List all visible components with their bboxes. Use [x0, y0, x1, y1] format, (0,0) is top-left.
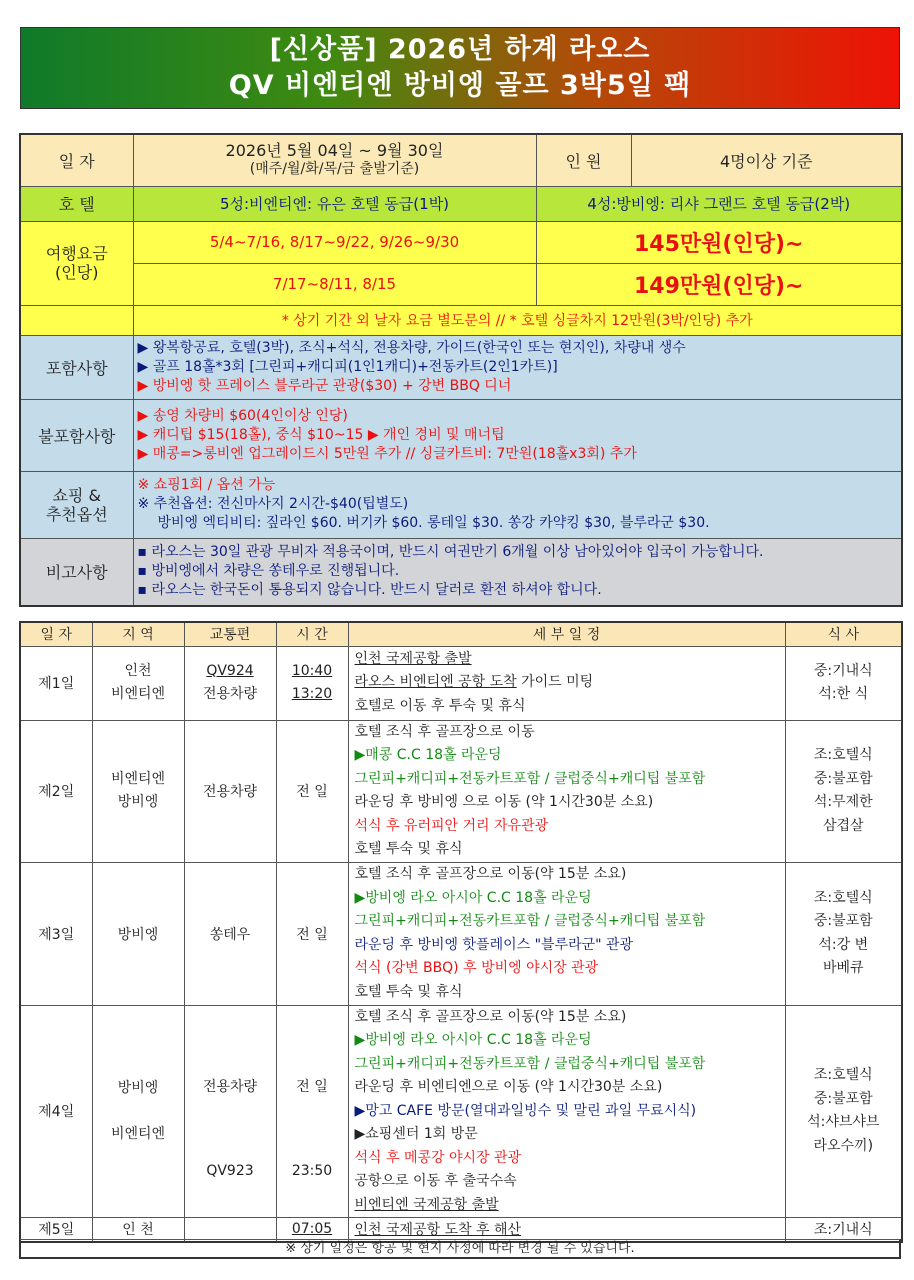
- pax-value: 4명이상 기준: [631, 134, 902, 186]
- included-list: [133, 335, 902, 399]
- detail-line: 석식 (강변 BBQ) 후 방비엥 야시장 관광: [354, 960, 599, 976]
- transport-cell: [184, 1218, 276, 1242]
- price-note: * 상기 기간 외 날자 요금 별도문의 // * 호텔 싱글차지 12만원(3박/인당) 추가: [133, 305, 902, 335]
- included-label: 포함사항: [20, 335, 133, 399]
- hotel-vientiane: 5성:비엔티엔: 유은 호텔 동급(1박): [133, 186, 536, 221]
- detail-line: 그린피+캐디피+전동카트포함 / 클럽중식+캐디팁 불포함: [354, 913, 706, 929]
- detail-line: 라운딩 후 방비엥 으로 이동 (약 1시간30분 소요): [354, 794, 654, 810]
- transport-text: 전용차량: [202, 686, 258, 702]
- region-cell: 인 천: [92, 1218, 184, 1242]
- region-cell: [92, 1005, 184, 1218]
- included-item: ▶ 왕복항공료, 호텔(3박), 조식+석식, 전용차량, 가이드(한국인 또는 현지인), 차량내 생수: [137, 339, 686, 356]
- hotel-vangvieng: 4성:방비엥: 리샤 그랜드 호텔 동급(2박): [536, 186, 902, 221]
- included-item: ▶ 방비엥 핫 프레이스 블루라군 관광($30) + 강변 BBQ 디너: [137, 377, 512, 394]
- price-amount-2: 149만원(인당)~: [536, 263, 902, 305]
- meal-text: 석:무제한: [813, 794, 873, 810]
- excluded-list: [133, 399, 902, 471]
- remark-item: ▪ 방비엥에서 차량은 쏭테우로 진행됩니다.: [137, 563, 400, 580]
- transport-cell: 전용차량: [184, 720, 276, 862]
- header-region: 지 역: [92, 622, 184, 646]
- meals-cell: [785, 646, 902, 720]
- shopping-list: [133, 471, 902, 538]
- region-text: 방비엥: [117, 1080, 159, 1097]
- detail-line: 라운딩 후 방비엥 핫플레이스 "블루라군" 관광: [354, 936, 634, 953]
- time-cell: [276, 646, 348, 720]
- shopping-item: 방비엥 엑티비티: 짚라인 $60. 버기카 $60. 롱테일 $30. 쏭강 카약킹 $30, 블루라군 $30.: [157, 515, 710, 531]
- price-amount-1: 145만원(인당)~: [536, 221, 902, 263]
- detail-line: 라운딩 후 비엔티엔으로 이동 (약 1시간30분 소요): [354, 1079, 663, 1095]
- itinerary-table: [19, 621, 903, 1243]
- meal-text: 조:호텔식: [813, 1067, 873, 1084]
- detail-line: 호텔 투숙 및 휴식: [354, 983, 463, 1000]
- region-text: 비엔티엔: [110, 686, 166, 702]
- header-day: 일 자: [20, 622, 92, 646]
- hotel-label: 호 텔: [20, 186, 133, 221]
- meals-cell: 조:기내식: [785, 1218, 902, 1242]
- remarks-label: 비고사항: [20, 538, 133, 606]
- meals-cell: [785, 1005, 902, 1218]
- details-cell: 인천 국제공항 도착 후 해산: [348, 1218, 785, 1242]
- detail-line: 호텔 조식 후 골프장으로 이동(약 15분 소요): [354, 1008, 627, 1025]
- meal-text: 석:한 식: [818, 686, 869, 702]
- details-cell: [348, 862, 785, 1005]
- details-cell: [348, 720, 785, 862]
- time-cell: 전 일: [276, 862, 348, 1005]
- header-transport: 교통편: [184, 622, 276, 646]
- detail-line: 호텔 조식 후 골프장으로 이동(약 15분 소요): [354, 866, 627, 882]
- day-cell: 제2일: [20, 720, 92, 862]
- detail-line: 공항으로 이동 후 출국수속: [354, 1173, 517, 1189]
- trip-info-table: [19, 133, 903, 607]
- region-text: 비엔티엔: [110, 770, 166, 787]
- meal-text: 바베큐: [822, 960, 864, 976]
- detail-line: 인천 국제공항 출발: [354, 650, 472, 667]
- time-cell: [276, 1005, 348, 1218]
- price-label: [20, 221, 133, 305]
- itinerary-row-day3: [20, 862, 902, 1005]
- region-text: 비엔티엔: [110, 1126, 166, 1143]
- shopping-item: ※ 쇼핑1회 / 옵션 가능: [137, 477, 276, 493]
- region-cell: [92, 646, 184, 720]
- itinerary-row-day2: [20, 720, 902, 862]
- time-cell: 07:05: [276, 1218, 348, 1242]
- transport-cell: 쏭테우: [184, 862, 276, 1005]
- detail-line: 비엔티엔 국제공항 출발: [354, 1196, 499, 1213]
- detail-line: 석식 후 메콩강 야시장 관광: [354, 1149, 522, 1166]
- transport-text: 전용차량: [202, 1078, 258, 1095]
- excluded-item: ▶ 송영 차량비 $60(4인이상 인당): [137, 407, 348, 424]
- remark-item: ▪ 라오스는 30일 관광 무비자 적용국이며, 반드시 여권만기 6개월 이상 남아있어야 입국이 가능합니다.: [137, 544, 764, 561]
- detail-line: 라오스 비엔티엔 공항 도착: [354, 674, 517, 691]
- shopping-label-line2: 추천옵션: [45, 504, 108, 524]
- region-text: 방비엥: [117, 794, 159, 810]
- price-period-2: 7/17~8/11, 8/15: [133, 263, 536, 305]
- transport-text: QV924: [206, 662, 254, 679]
- header-details: 세 부 일 정: [348, 622, 785, 646]
- excluded-item: ▶ 매콩=>롱비엔 업그레이드시 5만원 추가 // 싱글카트비: 7만원(18홀x3회) 추가: [137, 445, 637, 462]
- meal-text: 라오수끼): [813, 1137, 874, 1154]
- itinerary-row-day4: [20, 1005, 902, 1218]
- detail-line: 호텔 투숙 및 휴식: [354, 841, 463, 857]
- time-text: 10:40: [291, 662, 333, 679]
- time-text: 전 일: [296, 1078, 328, 1095]
- meals-cell: [785, 862, 902, 1005]
- date-range-line2: (매주/월/화/목/금 출발기준): [249, 161, 420, 178]
- day-cell: 제3일: [20, 862, 92, 1005]
- day-cell: 제4일: [20, 1005, 92, 1218]
- included-item: ▶ 골프 18홀*3회 [그린피+캐디피(1인1캐디)+전동카트(2인1카트)]: [137, 358, 558, 375]
- details-cell: [348, 1005, 785, 1218]
- time-text: 23:50: [291, 1163, 333, 1179]
- day-cell: 제5일: [20, 1218, 92, 1242]
- detail-line: ▶망고 CAFE 방문(열대과일빙수 및 말린 과일 무료시식): [354, 1102, 697, 1119]
- banner-title-line1: [신상품] 2026년 하계 라오스: [269, 34, 651, 65]
- date-label: 일 자: [20, 134, 133, 186]
- meals-cell: [785, 720, 902, 862]
- day-cell: 제1일: [20, 646, 92, 720]
- shopping-label-line1: 쇼핑 &: [52, 485, 101, 505]
- region-cell: 방비엥: [92, 862, 184, 1005]
- pax-label: 인 원: [536, 134, 631, 186]
- transport-text: QV923: [206, 1163, 254, 1179]
- remark-item: ▪ 라오스는 한국돈이 통용되지 않습니다. 반드시 달러로 환전 하셔야 합니다.: [137, 582, 602, 599]
- price-label-line2: (인당): [55, 263, 99, 282]
- itinerary-row-day5: [20, 1218, 902, 1242]
- meal-text: 석:강 변: [818, 936, 869, 953]
- detail-line: ▶쇼핑센터 1회 방문: [354, 1126, 478, 1142]
- meal-text: 석:샤브샤브: [807, 1114, 880, 1131]
- detail-line: 그린피+캐디피+전동카트포함 / 클럽중식+캐디팁 불포함: [354, 1055, 706, 1072]
- meal-text: 중:불포함: [813, 770, 873, 787]
- excluded-label: 불포함사항: [20, 399, 133, 471]
- meal-text: 조:호텔식: [813, 889, 873, 906]
- detail-line: 가이드 미팅: [516, 674, 594, 691]
- time-text: 13:20: [291, 686, 333, 702]
- transport-cell: [184, 1005, 276, 1218]
- meal-text: 중:불포함: [813, 913, 873, 929]
- detail-line: 석식 후 유러피안 거리 자유관광: [354, 817, 549, 834]
- schedule-footnote: ※ 상기 일정은 항공 및 현지 사정에 따라 변경 될 수 있습니다.: [19, 1239, 901, 1259]
- meal-text: 조:호텔식: [813, 747, 873, 763]
- detail-line: 그린피+캐디피+전동카트포함 / 클럽중식+캐디팁 불포함: [354, 770, 706, 787]
- price-period-1: 5/4~7/16, 8/17~9/22, 9/26~9/30: [133, 221, 536, 263]
- meal-text: 중:불포함: [813, 1090, 873, 1107]
- shopping-label: [20, 471, 133, 538]
- shopping-item: ※ 추천옵션: 전신마사지 2시간-$40(팁별도): [137, 496, 409, 512]
- excluded-item: ▶ 캐디팁 $15(18홀), 중식 $10~15 ▶ 개인 경비 및 매너팁: [137, 426, 505, 443]
- region-text: 인천: [124, 662, 152, 679]
- detail-line: 호텔 조식 후 골프장으로 이동: [354, 723, 535, 740]
- detail-line: 호텔로 이동 후 투숙 및 휴식: [354, 697, 526, 714]
- header-time: 시 간: [276, 622, 348, 646]
- details-cell: [348, 646, 785, 720]
- detail-line: ▶방비엥 라오 아시아 C.C 18홀 라운딩: [354, 1032, 592, 1048]
- itinerary-header-row: [20, 622, 902, 646]
- date-range-line1: 2026년 5월 04일 ~ 9월 30일: [225, 141, 444, 161]
- banner-title-line2: QV 비엔티엔 방비엥 골프 3박5일 팩: [228, 70, 692, 101]
- meal-text: 중:기내식: [813, 662, 873, 679]
- price-note-spacer: [20, 305, 133, 335]
- detail-line: ▶매콩 C.C 18홀 라운딩: [354, 747, 502, 763]
- title-banner: [20, 27, 900, 109]
- remarks-list: [133, 538, 902, 606]
- date-range: [133, 134, 536, 186]
- transport-cell: [184, 646, 276, 720]
- detail-line: ▶방비엥 라오 아시아 C.C 18홀 라운딩: [354, 889, 592, 906]
- time-cell: 전 일: [276, 720, 348, 862]
- header-meals: 식 사: [785, 622, 902, 646]
- meal-text: 삼겹살: [822, 817, 864, 834]
- price-label-line1: 여행요금: [45, 244, 108, 263]
- region-cell: [92, 720, 184, 862]
- itinerary-row-day1: [20, 646, 902, 720]
